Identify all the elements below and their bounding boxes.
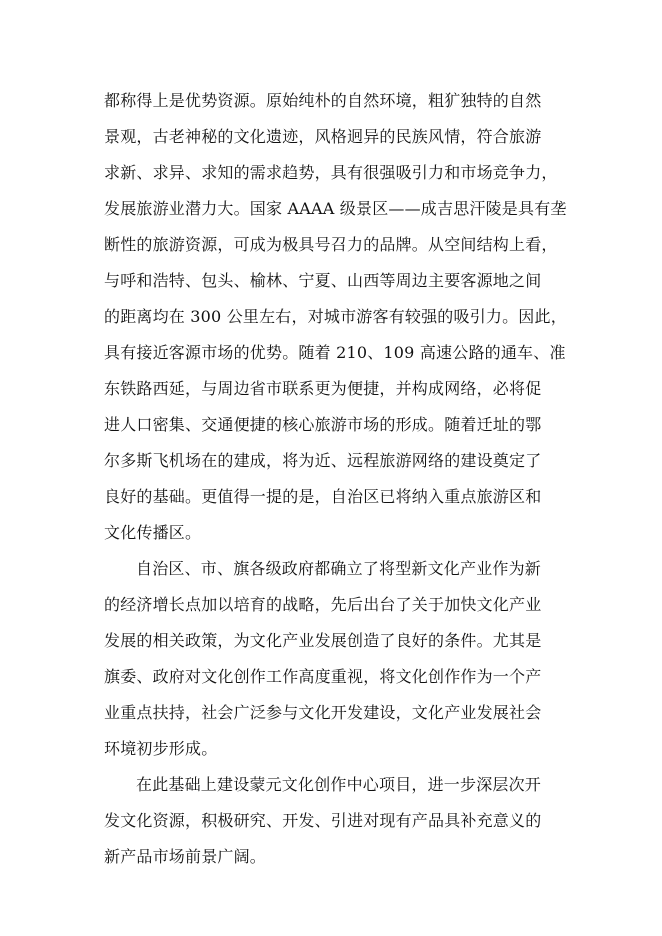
- paragraph-2-line-1: 自治区、市、旗各级政府都确立了将型新文化产业作为新: [136, 559, 542, 578]
- paragraph-2-line-5: 业重点扶持，社会广泛参与文化开发建设，文化产业发展社会: [104, 703, 542, 722]
- paragraph-2-line-2: 的经济增长点加以培育的战略，先后出台了关于加快文化产业: [104, 595, 542, 614]
- paragraph-3-line-3: 新产品市场前景广阔。: [104, 847, 267, 866]
- paragraph-1-line-10: 进人口密集、交通便捷的核心旅游市场的形成。随着迁址的鄂: [104, 415, 542, 434]
- paragraph-1-line-3: 求新、求异、求知的需求趋势，具有很强吸引力和市场竞争力，: [104, 163, 558, 182]
- paragraph-3-line-1: 在此基础上建设蒙元文化创作中心项目，进一步深层次开: [136, 775, 542, 794]
- paragraph-2-line-4: 旗委、政府对文化创作工作高度重视，将文化创作作为一个产: [104, 667, 542, 686]
- paragraph-3-line-2: 发文化资源，积极研究、开发、引进对现有产品具补充意义的: [104, 811, 542, 830]
- paragraph-2-line-6: 环境初步形成。: [104, 739, 218, 758]
- paragraph-2-line-3: 发展的相关政策，为文化产业发展创造了良好的条件。尤其是: [104, 631, 542, 650]
- paragraph-1-line-13: 文化传播区。: [104, 523, 202, 542]
- paragraph-1-line-6: 与呼和浩特、包头、榆林、宁夏、山西等周边主要客源地之间: [104, 271, 542, 290]
- paragraph-1-line-8: 具有接近客源市场的优势。随着 210、109 高速公路的通车、准: [104, 343, 566, 362]
- paragraph-1-line-7: 的距离均在 300 公里左右，对城市游客有较强的吸引力。因此，: [104, 307, 567, 326]
- paragraph-1-line-1: 都称得上是优势资源。原始纯朴的自然环境，粗犷独特的自然: [104, 91, 542, 110]
- paragraph-1-line-12: 良好的基础。更值得一提的是，自治区已将纳入重点旅游区和: [104, 487, 542, 506]
- paragraph-1-line-4: 发展旅游业潜力大。国家 AAAA 级景区——成吉思汗陵是具有垄: [104, 199, 567, 218]
- paragraph-1-line-2: 景观，古老神秘的文化遗迹，风格迥异的民族风情，符合旅游: [104, 127, 542, 146]
- paragraph-1-line-5: 断性的旅游资源，可成为极具号召力的品牌。从空间结构上看，: [104, 235, 558, 254]
- paragraph-1-line-11: 尔多斯飞机场在的建成，将为近、远程旅游网络的建设奠定了: [104, 451, 542, 470]
- paragraph-1-line-9: 东铁路西延，与周边省市联系更为便捷，并构成网络，必将促: [104, 379, 542, 398]
